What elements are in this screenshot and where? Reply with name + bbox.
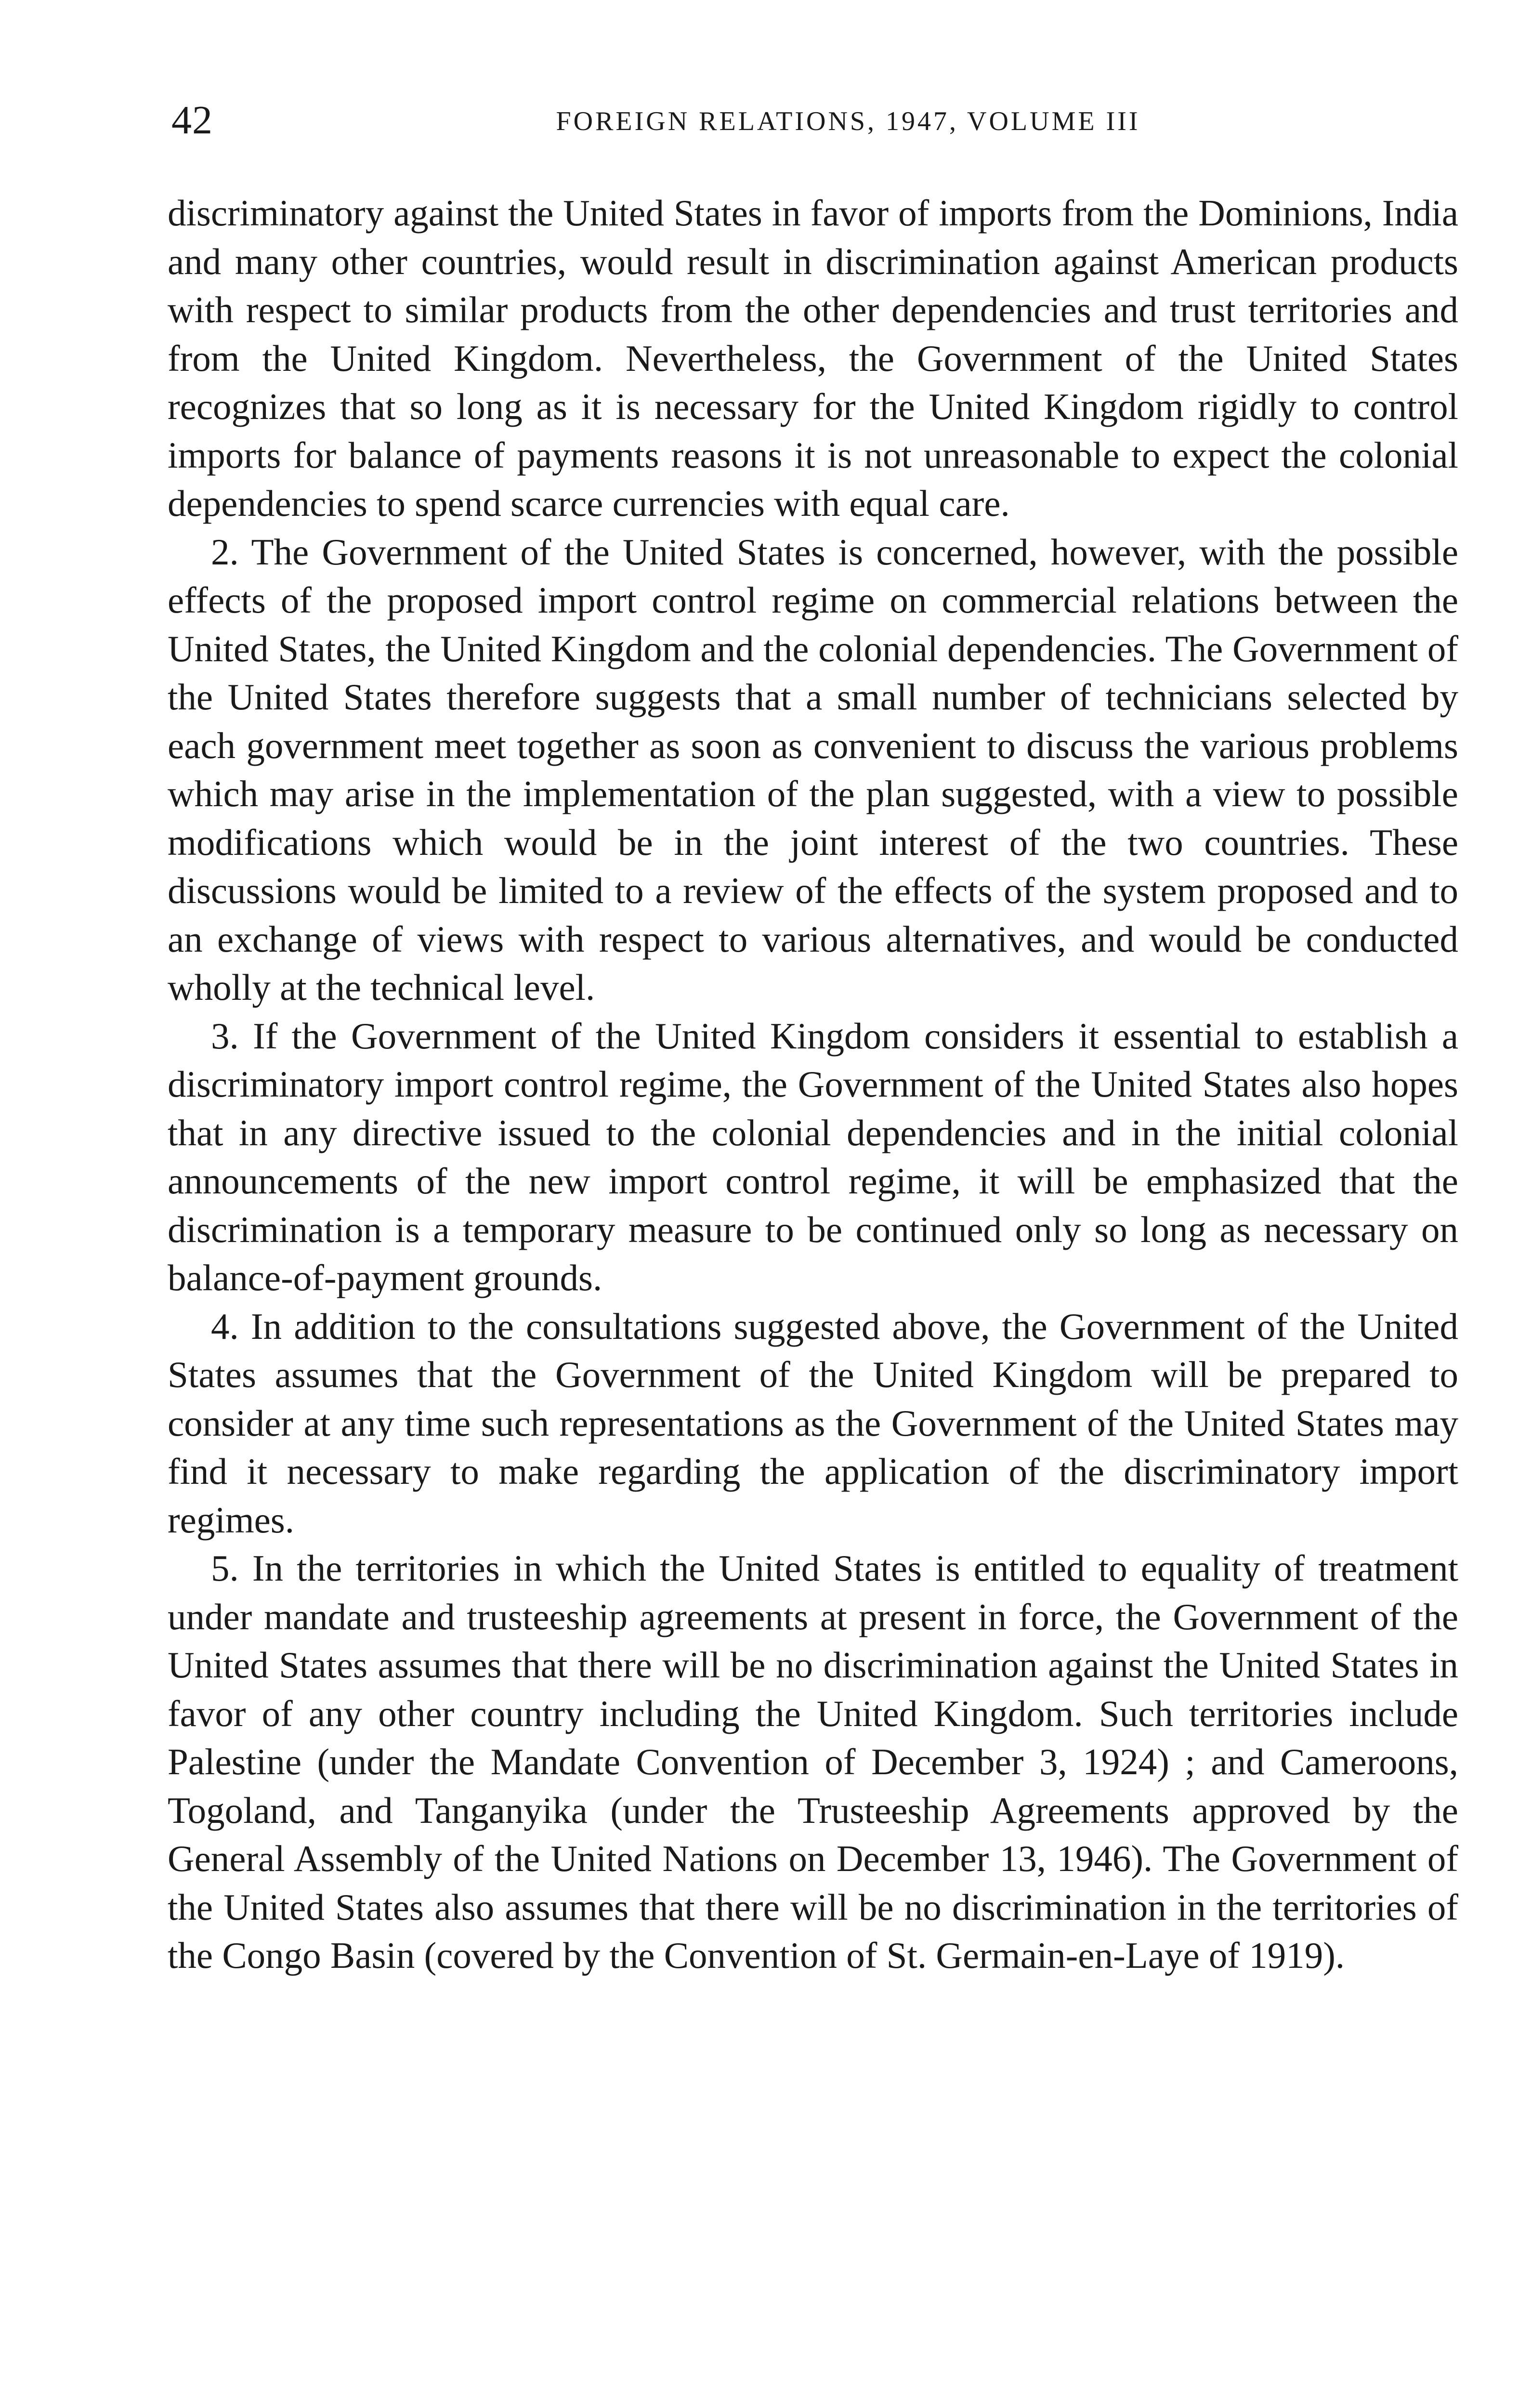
paragraph-3: 3. If the Government of the United Kingdom considers it essential to establish a discriminatory import control regime, the Government of the United States also hopes that in any directive issued to the colonial dependencies and in the initial colonial announcements of the new import control regime, it will be emphasized that the discrimination is a temporary measure to be continued only so long as necessary on balance-of-payment grounds. bbox=[168, 1015, 1458, 1298]
running-title: FOREIGN RELATIONS, 1947, VOLUME III bbox=[556, 106, 1140, 136]
paragraph-continuation: discriminatory against the United States in favor of imports from the Dominions, India and many other countries, would result in discrimination against American products with respect to similar products from the other dependencies and trust territories and from the United Kingdom. Nevertheless, the Government of the United States recognizes that so long as it is necessary for the United Kingdom rigidly to control imports for balance of payments reasons it is not unreasonable to expect the colonial dependencies to spend scarce currencies with equal care. bbox=[168, 192, 1458, 524]
body-text bbox=[168, 189, 1458, 1980]
paragraph-2: 2. The Government of the United States is concerned, however, with the possible effects of the proposed import control regime on commercial relations between the United States, the United Kingdom and the colonial dependencies. The Government of the United States therefore suggests that a small number of technicians selected by each government meet together as soon as convenient to discuss the various problems which may arise in the implementation of the plan suggested, with a view to possible modifications which would be in the joint interest of the two countries. These discussions would be limited to a review of the effects of the system proposed and to an exchange of views with respect to various alternatives, and would be conducted wholly at the technical level. bbox=[168, 531, 1458, 1008]
running-head bbox=[171, 96, 1443, 154]
page-number: 42 bbox=[171, 98, 213, 143]
paragraph-4: 4. In addition to the consultations suggested above, the Government of the United States assumes that the Government of the United Kingdom will be prepared to consider at any time such representations as the Government of the United States may find it necessary to make regarding the application of the discriminatory import regimes. bbox=[168, 1305, 1458, 1541]
paragraph-5: 5. In the territories in which the United States is entitled to equality of treatment under mandate and trusteeship agreements at present in force, the Government of the United States assumes that there will be no discrimination against the United States in favor of any other country including the United Kingdom. Such territories include Palestine (under the Mandate Convention of December 3, 1924) ; and Cameroons, Togoland, and Tanganyika (under the Trusteeship Agreements approved by the General Assembly of the United Nations on December 13, 1946). The Government of the United States also assumes that there will be no discrimination in the territories of the Congo Basin (covered by the Convention of St. Germain-en-Laye of 1919). bbox=[168, 1547, 1458, 1976]
